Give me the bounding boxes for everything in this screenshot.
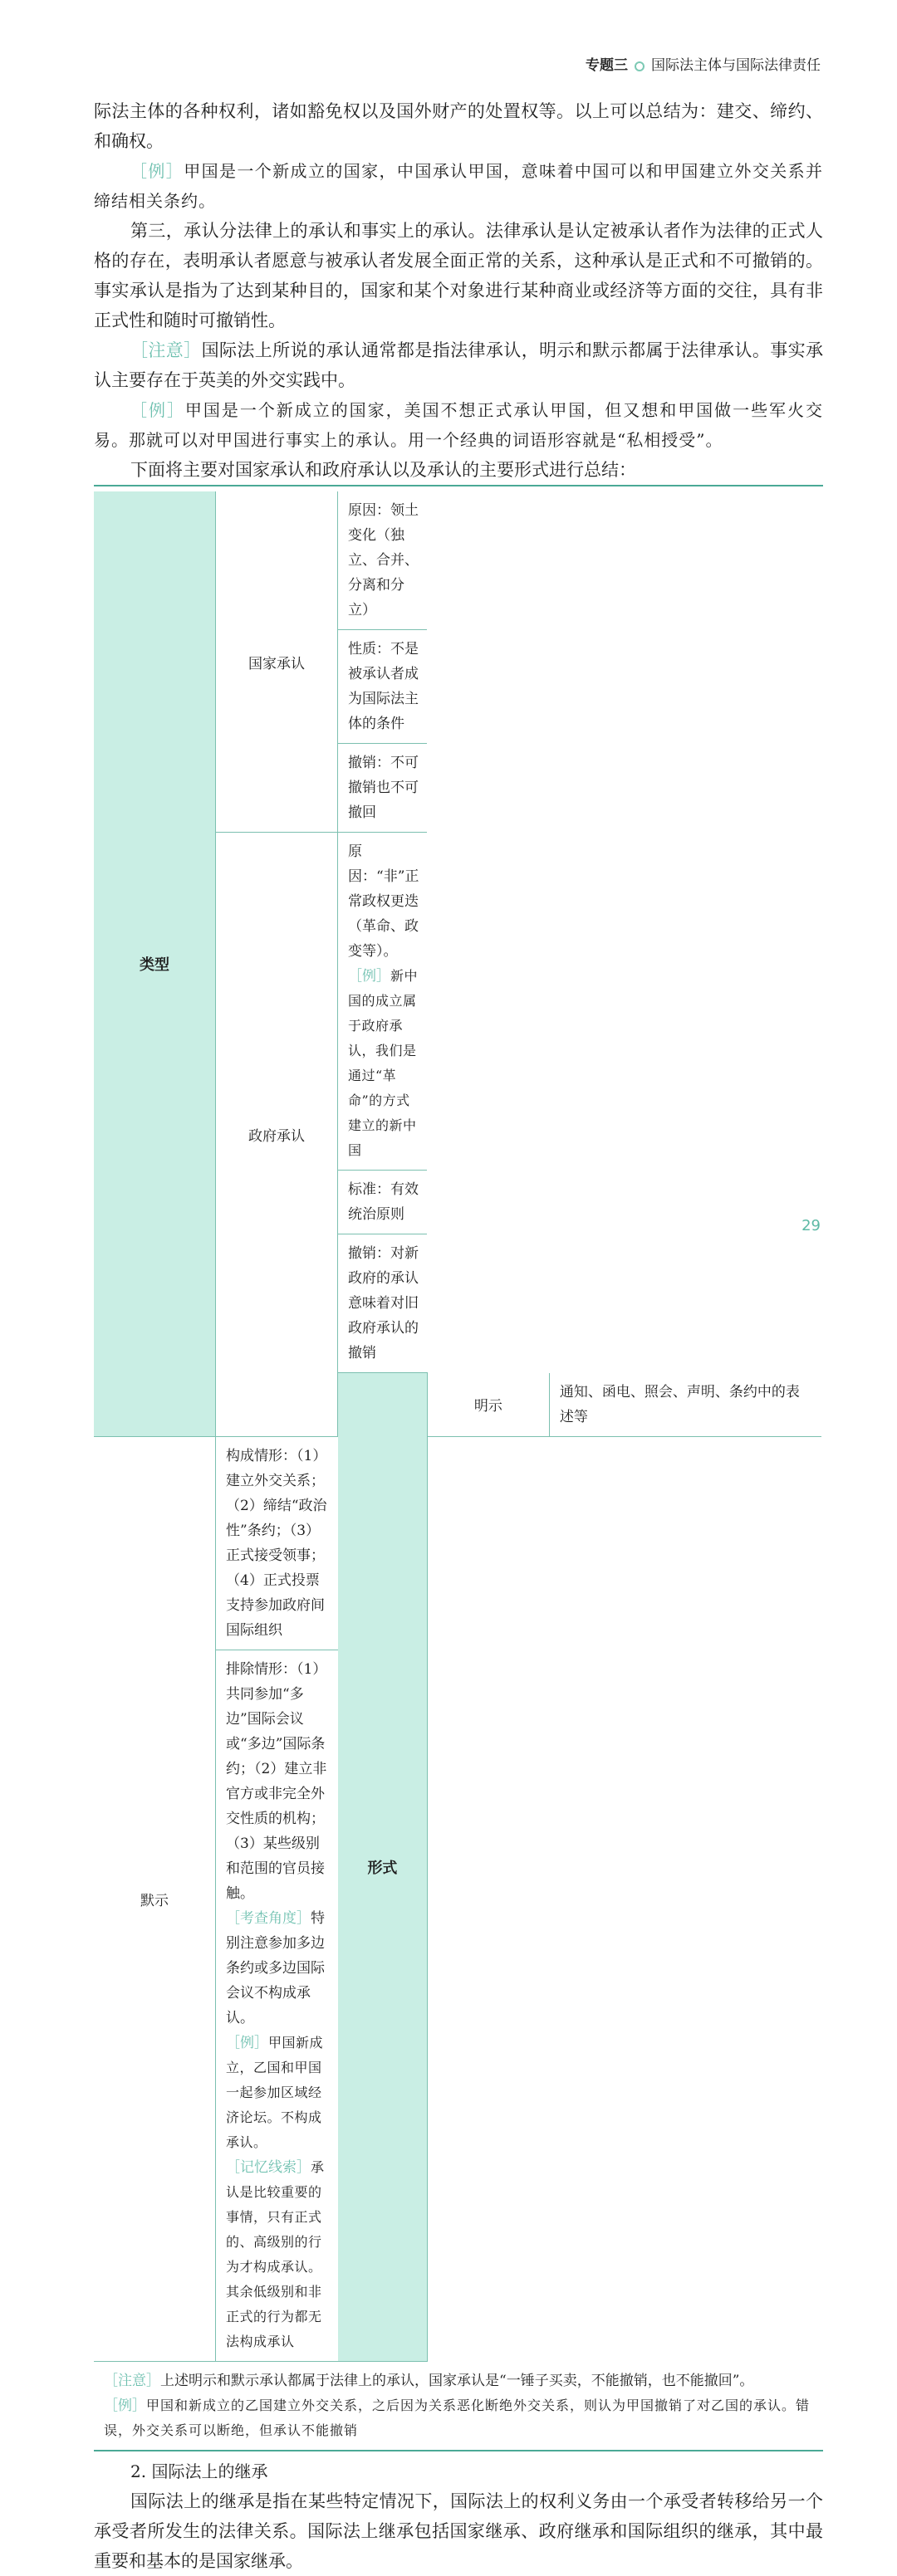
note-text: 上述明示和默示承认都属于法律上的承认，国家承认是“一锤子买卖，不能撤销，也不能撤回”。 bbox=[160, 2372, 754, 2389]
summary-table bbox=[94, 485, 823, 2451]
memory-clue-line bbox=[226, 2155, 330, 2354]
example-paragraph-2 bbox=[94, 395, 823, 455]
chapter-title: 国际法主体与国际法律责任 bbox=[651, 57, 821, 74]
chapter-label: 专题三 bbox=[586, 57, 628, 74]
table-intro: 下面将主要对国家承认和政府承认以及承认的主要形式进行总结： bbox=[130, 460, 636, 480]
note-tag: ［注意］ bbox=[104, 2372, 160, 2389]
detail-cell: 构成情形：（1）建立外交关系；（2）缔结“政治性”条约；（3）正式接受领事；（4）正式投票支持参加政府间国际组织 bbox=[216, 1436, 338, 1650]
detail-text: 原因：“非”正常政权更迭（革命、政变等）。 bbox=[348, 843, 419, 960]
example-tag: ［例］ bbox=[130, 400, 185, 420]
detail-cell: 标准：有效统治原则 bbox=[338, 1171, 428, 1234]
example-text: 新中国的成立属于政府承认，我们是通过“革命”的方式建立的新中国 bbox=[348, 968, 419, 1158]
sub-government-recognition: 政府承认 bbox=[216, 833, 338, 1437]
category-type: 类型 bbox=[94, 491, 216, 1436]
table-row bbox=[94, 1436, 821, 1650]
table-row bbox=[94, 491, 821, 630]
running-header bbox=[586, 53, 821, 74]
detail-cell: 撤销：对新政府的承认意味着对旧政府承认的撤销 bbox=[338, 1234, 428, 1373]
page-number: 29 bbox=[801, 1217, 821, 1234]
recognition-table bbox=[94, 491, 821, 2362]
detail-cell: 性质：不是被承认者成为国际法主体的条件 bbox=[338, 630, 428, 744]
example-tag: ［例］ bbox=[226, 2034, 268, 2051]
example-line bbox=[226, 2031, 330, 2155]
example-tag: ［例］ bbox=[104, 2397, 146, 2414]
example-tag: ［例］ bbox=[348, 968, 390, 985]
detail-cell: 原因：领土变化（独立、合并、分离和分立） bbox=[338, 491, 428, 630]
exam-angle-tag: ［考查角度］ bbox=[226, 1909, 311, 1927]
detail-cell: 撤销：不可撤销也不可撤回 bbox=[338, 744, 428, 833]
example-text: 甲国和新成立的乙国建立外交关系，之后因为关系恶化断绝外交关系，则认为甲国撤销了对乙国的承认。错误，外交关系可以断绝，但承认不能撤销 bbox=[104, 2397, 811, 2438]
exam-angle-text: 特别注意参加多边条约或多边国际会议不构成承认。 bbox=[226, 1909, 325, 2026]
note-tag: ［注意］ bbox=[130, 340, 202, 360]
sub-state-recognition: 国家承认 bbox=[216, 491, 338, 833]
detail-cell: 通知、函电、照会、声明、条约中的表述等 bbox=[549, 1373, 821, 1437]
detail-cell bbox=[338, 833, 428, 1171]
section-paragraph: 国际法上的继承是指在某些特定情况下，国际法上的权利义务由一个承受者转移给另一个承受者所发生的法律关系。国际法上继承包括国家继承、政府继承和国际组织的继承，其中最重要和基本的是国家继承。 bbox=[94, 2490, 823, 2571]
section-heading: 2. 国际法上的继承 bbox=[130, 2461, 268, 2481]
example-line bbox=[104, 2393, 813, 2443]
example-tag: ［例］ bbox=[130, 161, 184, 181]
example-text: 甲国是一个新成立的国家，美国不想正式承认甲国，但又想和甲国做一些军火交易。那就可以对甲国进行事实上的承认。用一个经典的词语形容就是“私相授受”。 bbox=[94, 400, 824, 450]
memory-clue-text: 承认是比较重要的事情，只有正式的、高级别的行为才构成承认。其余低级别和非正式的行为都无法构成承认 bbox=[226, 2158, 325, 2349]
detail-cell bbox=[216, 1650, 338, 2361]
page-content bbox=[94, 96, 823, 2576]
example-text: 甲国是一个新成立的国家，中国承认甲国，意味着中国可以和甲国建立外交关系并缔结相关条约。 bbox=[94, 161, 824, 211]
paragraph-rights: 际法主体的各种权利，诸如豁免权以及国外财产的处置权等。以上可以总结为：建交、缔约、和确权。 bbox=[94, 101, 823, 151]
example-paragraph-1 bbox=[94, 156, 823, 216]
detail-text: 排除情形：（1）共同参加“多边”国际会议或“多边”国际条约；（2）建立非官方或非完全外交性质的机构；（3）某些级别和范围的官员接触。 bbox=[226, 1660, 327, 1902]
memory-clue-tag: ［记忆线索］ bbox=[226, 2158, 311, 2176]
exam-angle-line bbox=[226, 1906, 330, 2031]
paragraph-third: 第三，承认分法律上的承认和事实上的承认。法律承认是认定被承认者作为法律的正式人格的存在，表明承认者愿意与被承认者发展全面正常的关系，这种承认是正式和不可撤销的。事实承认是指为了达到某种目的，国家和某个对象进行某种商业或经济等方面的交往，具有非正式性和随时可撤销性。 bbox=[94, 221, 823, 330]
example-text: 甲国新成立，乙国和甲国一起参加区域经济论坛。不构成承认。 bbox=[226, 2034, 324, 2150]
table-notes bbox=[94, 2362, 823, 2450]
category-form: 形式 bbox=[338, 1373, 428, 2362]
sub-implied: 默示 bbox=[94, 1436, 216, 2361]
sub-express: 明示 bbox=[427, 1373, 549, 1437]
circle-icon bbox=[635, 61, 645, 71]
note-text: 国际法上所说的承认通常都是指法律承认，明示和默示都属于法律承认。事实承认主要存在于英美的外交实践中。 bbox=[94, 340, 824, 390]
note-paragraph-1 bbox=[94, 335, 823, 395]
example-line bbox=[348, 964, 419, 1163]
note-line bbox=[104, 2368, 813, 2393]
